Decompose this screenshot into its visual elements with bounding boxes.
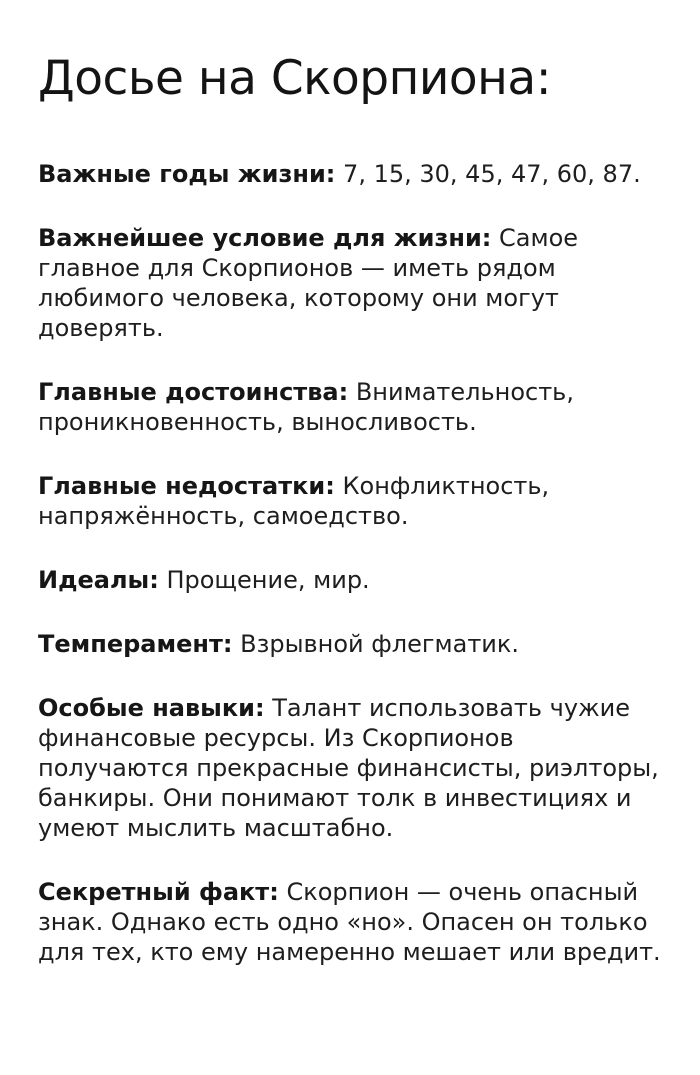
- entry-temperament: [38, 629, 668, 659]
- entry-value: Талант использовать чужие финансовые ресурсы. Из Скорпионов получаются прекрасные финансисты, риэлторы, банкиры. Они понимают толк в инвестициях и умеют мыслить масштабно.: [38, 693, 659, 842]
- entry-main-condition: [38, 223, 668, 343]
- entry-value: Скорпион — очень опасный знак. Однако есть одно «но». Опасен он только для тех, кто ему намеренно мешает или вредит.: [38, 877, 661, 966]
- entry-flaws: [38, 471, 668, 531]
- entry-virtues: [38, 377, 668, 437]
- entry-ideals: [38, 565, 668, 595]
- page-title: Досье на Скорпиона:: [38, 51, 552, 106]
- entry-value: Самое главное для Скорпионов — иметь рядом любимого человека, которому они могут доверять.: [38, 223, 579, 342]
- entry-label: Темперамент:: [38, 629, 233, 658]
- entry-secret-fact: [38, 877, 668, 967]
- entry-label: Секретный факт:: [38, 877, 279, 906]
- entry-important-years: [38, 159, 668, 189]
- entry-value: Прощение, мир.: [166, 565, 370, 594]
- entry-label: Особые навыки:: [38, 693, 265, 722]
- entry-value: Взрывной флегматик.: [240, 629, 520, 658]
- entry-label: Важные годы жизни:: [38, 159, 336, 188]
- entry-label: Важнейшее условие для жизни:: [38, 223, 492, 252]
- entry-value: Конфликтность, напряжённость, самоедство.: [38, 471, 550, 530]
- entry-special-skills: [38, 693, 668, 843]
- entry-label: Идеалы:: [38, 565, 159, 594]
- entry-label: Главные достоинства:: [38, 377, 349, 406]
- entry-value: 7, 15, 30, 45, 47, 60, 87.: [343, 159, 641, 188]
- dossier-page: [38, 50, 668, 1001]
- entry-label: Главные недостатки:: [38, 471, 335, 500]
- entry-value: Внимательность, проникновенность, выносливость.: [38, 377, 574, 436]
